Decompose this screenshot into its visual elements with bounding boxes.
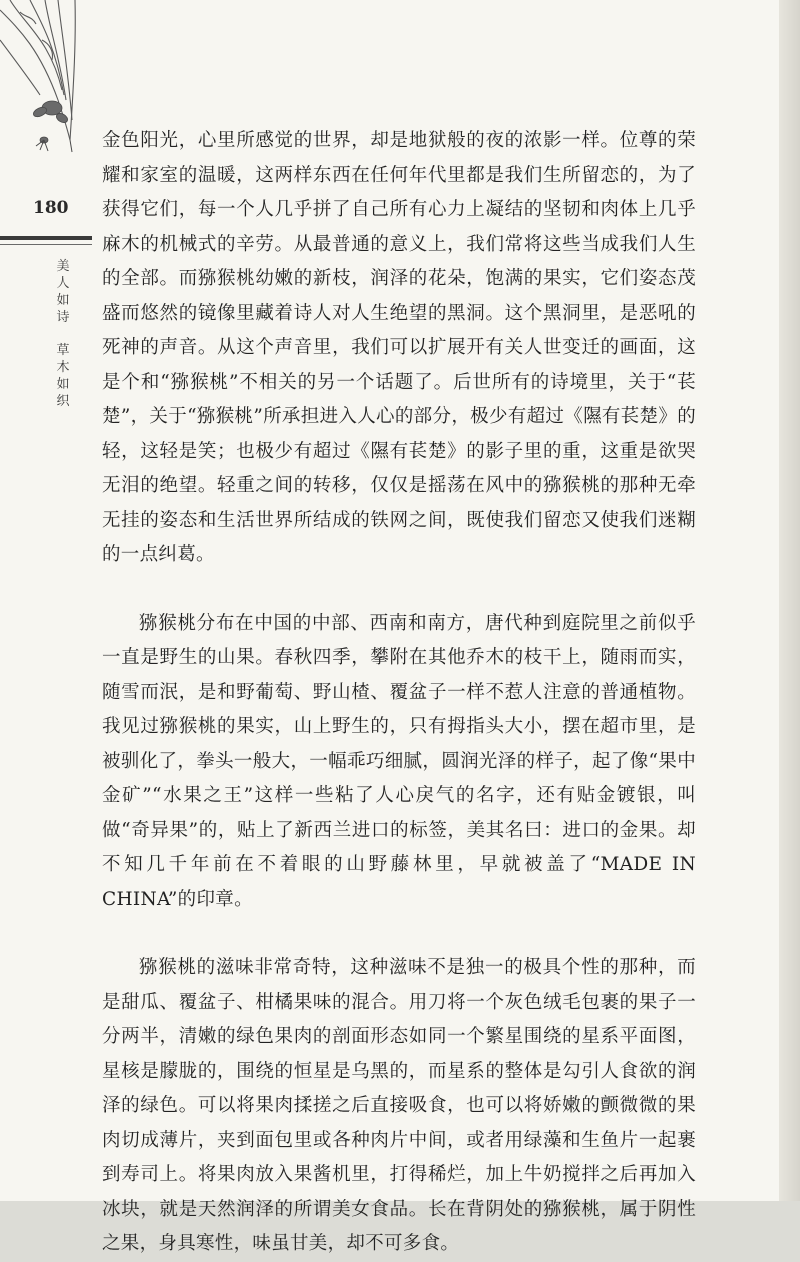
margin-rule-thin — [0, 244, 92, 245]
paragraph-gap — [102, 573, 696, 607]
margin-rule-thick — [0, 236, 92, 240]
running-title-char: 草 — [56, 343, 70, 358]
page-number: 180 — [33, 198, 69, 218]
page-edge — [780, 0, 800, 1201]
running-title-char: 美 — [56, 259, 70, 274]
paragraph-gap — [102, 917, 696, 951]
running-title-char: 诗 — [56, 310, 70, 325]
paragraph: 猕猴桃的滋味非常奇特，这种滋味不是独一的极具个性的那种，而是甜瓜、覆盆子、柑橘果味的混合。用刀将一个灰色绒毛包裹的果子一分两半，清嫩的绿色果肉的剖面形态如同一个繁星围绕的星系平面图，星核是朦胧的，围绕的恒星是乌黑的，而星系的整体是勾引人食欲的润泽的绿色。可以将果肉揉搓之后直接吸食，也可以将娇嫩的颤微微的果肉切成薄片，夹到面包里或各种肉片中间，或者用绿藻和生鱼片一起裹到寿司上。将果肉放入果酱机里，打得稀烂，加上牛奶搅拌之后再加入冰块，就是天然润泽的所谓美女食品。长在背阴处的猕猴桃，属于阴性之果，身具寒性，味虽甘美，却不可多食。 — [102, 957, 696, 1254]
paragraph: 金色阳光，心里所感觉的世界，却是地狱般的夜的浓影一样。位尊的荣耀和家室的温暖，这两样东西在任何年代里都是我们生所留恋的，为了获得它们，每一个人几乎拼了自己所有心力上凝结的坚韧和肉体上几乎麻木的机械式的辛劳。从最普通的意义上，我们常将这些当成我们人生的全部。而猕猴桃幼嫩的新枝，润泽的花朵，饱满的果实，它们姿态茂盛而悠然的镜像里藏着诗人对人生绝望的黑洞。这个黑洞里，是恶吼的死神的声音。从这个声音里，我们可以扩展开有关人世变迁的画面，这是个和“猕猴桃”不相关的另一个话题了。后世所有的诗境里，关于“苌楚”，关于“猕猴桃”所承担进入人心的部分，极少有超过《隰有苌楚》的轻，这轻是笑；也极少有超过《隰有苌楚》的影子里的重，这重是欲哭无泪的绝望。轻重之间的转移，仅仅是摇荡在风中的猕猴桃的那种无牵无挂的姿态和生活世界所结成的铁网之间，既使我们留恋又使我们迷糊的一点纠葛。 — [102, 130, 696, 565]
running-title-char: 木 — [56, 360, 70, 375]
body-text — [102, 124, 696, 1262]
running-title-char: 如 — [56, 293, 70, 308]
paragraph: 猕猴桃分布在中国的中部、西南和南方，唐代种到庭院里之前似乎一直是野生的山果。春秋四季，攀附在其他乔木的枝干上，随雨而实，随雪而泯，是和野葡萄、野山楂、覆盆子一样不惹人注意的普通植物。我见过猕猴桃的果实，山上野生的，只有拇指头大小，摆在超市里，是被驯化了，拳头一般大，一幅乖巧细腻，圆润光泽的样子，起了像“果中金矿”“水果之王”这样一些粘了人心戾气的名字，还有贴金镀银，叫做“奇异果”的，贴上了新西兰进口的标签，美其名曰：进口的金果。却不知几千年前在不着眼的山野藤林里，早就被盖了“MADE IN CHINA”的印章。 — [102, 612, 696, 910]
floral-ornament-icon — [0, 0, 110, 170]
running-title-char: 人 — [56, 276, 70, 291]
running-title-char: 织 — [56, 394, 70, 409]
running-title-vertical — [50, 258, 76, 410]
running-title-char: 如 — [56, 377, 70, 392]
